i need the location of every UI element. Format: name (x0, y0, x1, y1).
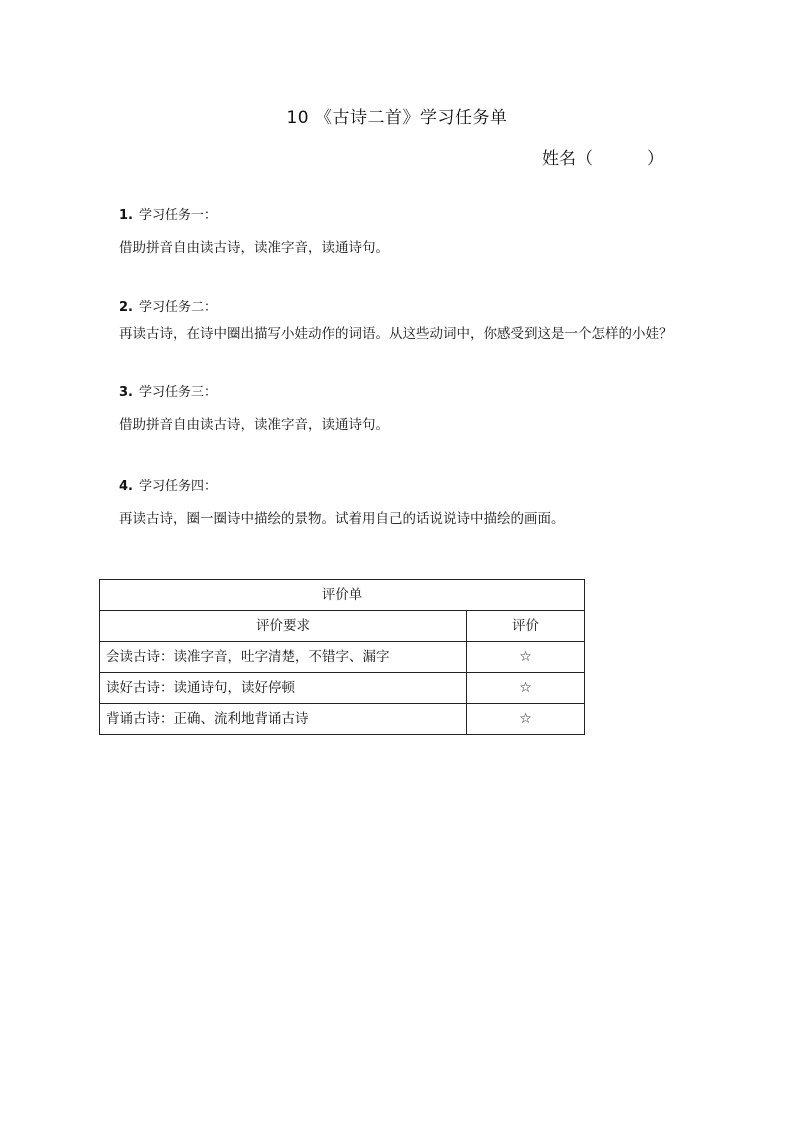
task-1-heading (119, 207, 719, 225)
requirement-cell: 读好古诗：读通诗句，读好停顿 (100, 673, 467, 704)
evaluation-title-row (100, 580, 585, 611)
task-2-number: 2. (119, 300, 133, 315)
task-4-heading (119, 478, 719, 496)
table-row (100, 642, 585, 673)
task-3-number: 3. (119, 385, 133, 400)
task-2 (119, 299, 719, 344)
page-title: 10 《古诗二首》学习任务单 (286, 108, 508, 128)
evaluation-title: 评价单 (100, 580, 585, 611)
table-row (100, 704, 585, 735)
task-1-body: 借助拼音自由读古诗，读准字音，读通诗句。 (119, 240, 389, 256)
task-2-body: 再读古诗，在诗中圈出描写小娃动作的词语。从这些动词中，你感受到这是一个怎样的小娃？ (119, 326, 673, 342)
task-3-body: 借助拼音自由读古诗，读准字音，读通诗句。 (119, 417, 389, 433)
evaluation-header-row (100, 611, 585, 642)
task-3-label: 学习任务三： (138, 385, 217, 400)
header-requirement: 评价要求 (100, 611, 467, 642)
table-row (100, 673, 585, 704)
requirement-cell: 会读古诗：读准字音，吐字清楚，不错字、漏字 (100, 642, 467, 673)
task-4-label: 学习任务四： (138, 479, 217, 494)
task-4-body: 再读古诗，圈一圈诗中描绘的景物。试着用自己的话说说诗中描绘的画面。 (119, 511, 565, 527)
task-1 (119, 207, 719, 258)
task-3-heading (119, 384, 719, 402)
rating-star-icon[interactable]: ☆ (467, 673, 585, 704)
task-1-number: 1. (119, 208, 133, 223)
task-4-number: 4. (119, 479, 133, 494)
student-name-field[interactable]: 姓名（ ） (542, 149, 665, 169)
task-4 (119, 478, 719, 529)
task-2-heading (119, 299, 719, 317)
evaluation-table (99, 579, 585, 735)
header-rating: 评价 (467, 611, 585, 642)
task-2-label: 学习任务二： (138, 300, 217, 315)
task-3 (119, 384, 719, 435)
rating-star-icon[interactable]: ☆ (467, 642, 585, 673)
requirement-cell: 背诵古诗：正确、流利地背诵古诗 (100, 704, 467, 735)
task-1-label: 学习任务一： (138, 208, 217, 223)
rating-star-icon[interactable]: ☆ (467, 704, 585, 735)
